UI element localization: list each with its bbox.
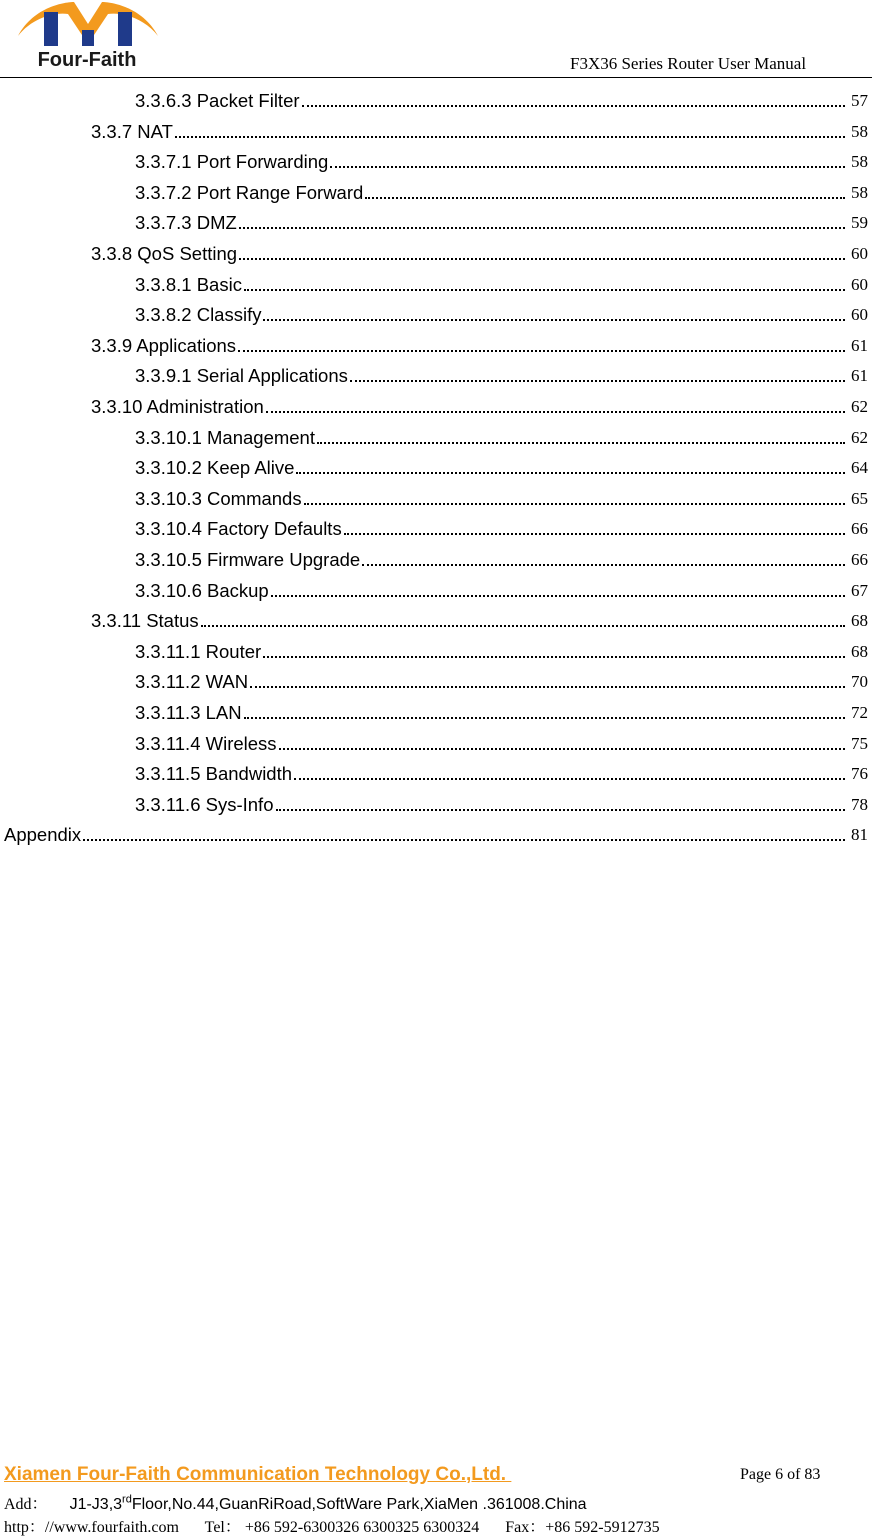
- toc-entry-title: 3.3.10.3 Commands: [135, 487, 302, 509]
- toc-entry-title: 3.3.11.6 Sys-Info: [135, 793, 274, 815]
- toc-entry-title: 3.3.11.5 Bandwidth: [135, 763, 293, 785]
- toc-dot-leader: [244, 717, 845, 719]
- toc-dot-leader: [350, 380, 845, 382]
- toc-dot-leader: [239, 258, 845, 260]
- header-divider: [0, 77, 872, 78]
- toc-entry-page: 66: [851, 519, 868, 539]
- toc-entry-title: 3.3.9 Applications: [91, 334, 237, 356]
- toc-entry-title: 3.3.8.1 Basic: [135, 273, 242, 295]
- toc-entry-page: 76: [851, 764, 868, 784]
- toc-entry-page: 60: [851, 244, 868, 263]
- toc-dot-leader: [271, 595, 845, 597]
- toc-entry-title: 3.3.11.1 Router: [135, 640, 262, 662]
- address-part: J1-J3,3: [69, 1496, 123, 1513]
- toc-dot-leader: [266, 411, 845, 413]
- toc-entry[interactable]: [135, 266, 868, 296]
- toc-entry[interactable]: [91, 327, 868, 357]
- toc-dot-leader: [294, 778, 845, 780]
- toc-entry[interactable]: [135, 480, 868, 510]
- toc-dot-leader: [250, 686, 845, 688]
- toc-dot-leader: [239, 227, 845, 229]
- website-link[interactable]: http：//www.fourfaith.com: [4, 1519, 179, 1536]
- toc-entry-page: 70: [851, 672, 868, 692]
- toc-entry-page: 58: [851, 152, 868, 172]
- toc-entry-page: 60: [851, 274, 868, 294]
- toc-dot-leader: [238, 350, 845, 352]
- toc-dot-leader: [201, 625, 845, 627]
- toc-entry-title: 3.3.7.3 DMZ: [135, 212, 237, 234]
- toc-entry-title: 3.3.10.5 Firmware Upgrade: [135, 549, 361, 570]
- toc-entry-title: 3.3.10.1 Management: [135, 426, 315, 448]
- page-number: Page 6 of 83: [740, 1466, 821, 1483]
- fax: Fax：+86 592-5912735: [505, 1519, 660, 1536]
- address-label: Add：: [4, 1496, 48, 1513]
- toc-entry-title: 3.3.11.4 Wireless: [135, 732, 277, 754]
- toc-entry-page: 81: [851, 825, 868, 845]
- logo-m-mark-icon: [18, 2, 158, 46]
- toc-entry[interactable]: [135, 725, 868, 755]
- toc-dot-leader: [244, 289, 845, 291]
- toc-entry-page: 72: [851, 703, 868, 722]
- toc-entry-page: 60: [851, 305, 868, 325]
- toc-entry-page: 58: [851, 121, 868, 141]
- toc-entry[interactable]: [91, 388, 868, 418]
- toc-entry[interactable]: [135, 694, 868, 724]
- toc-dot-leader: [362, 564, 845, 566]
- toc-entry-title: 3.3.10.2 Keep Alive: [135, 457, 295, 479]
- toc-entry[interactable]: [135, 663, 868, 693]
- toc-dot-leader: [330, 166, 845, 168]
- toc-entry-title: 3.3.7.2 Port Range Forward: [135, 181, 364, 203]
- toc-entry-title: Appendix: [4, 824, 82, 846]
- toc-entry[interactable]: [135, 143, 868, 173]
- company-address: [4, 1491, 587, 1514]
- telephone: Tel： +86 592-6300326 6300325 6300324: [204, 1519, 480, 1536]
- toc-entry-page: 75: [851, 733, 868, 753]
- toc-entry-page: 57: [851, 91, 868, 110]
- address-superscript: rd: [122, 1493, 132, 1506]
- toc-entry-title: 3.3.11 Status: [91, 610, 199, 632]
- manual-title: F3X36 Series Router User Manual: [570, 54, 807, 73]
- toc-dot-leader: [276, 809, 846, 811]
- toc-entry-page: 67: [851, 580, 868, 600]
- toc-entry-page: 68: [851, 641, 868, 661]
- toc-entry-page: 62: [851, 427, 868, 447]
- toc-entry-page: 61: [851, 335, 868, 355]
- four-faith-logo: [4, 0, 170, 72]
- toc-dot-leader: [304, 503, 845, 505]
- toc-entry-page: 68: [851, 611, 868, 631]
- toc-entry-page: 58: [851, 182, 868, 202]
- toc-dot-leader: [296, 472, 845, 474]
- company-name: Xiamen Four-Faith Communication Technology Co.,Ltd.: [4, 1464, 512, 1485]
- toc-entry-title: 3.3.10.6 Backup: [135, 579, 269, 601]
- toc-entry-title: 3.3.8.2 Classify: [135, 304, 262, 326]
- page-header: [0, 0, 872, 80]
- toc-entry-title: 3.3.10.4 Factory Defaults: [135, 518, 342, 540]
- toc-dot-leader: [175, 136, 845, 138]
- toc-entry-title: 3.3.8 QoS Setting: [91, 243, 238, 264]
- toc-entry-title: 3.3.11.2 WAN: [135, 671, 249, 693]
- toc-dot-leader: [365, 197, 845, 199]
- toc-entry-page: 64: [851, 458, 868, 478]
- page-footer: [0, 1460, 872, 1534]
- toc-entry[interactable]: [135, 419, 868, 449]
- toc-entry[interactable]: [4, 816, 868, 846]
- toc-entry-title: 3.3.7.1 Port Forwarding: [135, 151, 329, 173]
- toc-entry-title: 3.3.6.3 Packet Filter: [135, 90, 300, 111]
- toc-entry-page: 59: [851, 213, 868, 233]
- toc-entry[interactable]: [135, 449, 868, 479]
- toc-entry[interactable]: [135, 204, 868, 234]
- toc-dot-leader: [344, 533, 845, 535]
- toc-entry[interactable]: [135, 174, 868, 204]
- toc-entry-title: 3.3.7 NAT: [91, 120, 173, 142]
- toc-entry-page: 78: [851, 794, 868, 814]
- toc-entry-title: 3.3.9.1 Serial Applications: [135, 365, 348, 387]
- toc-dot-leader: [263, 319, 845, 321]
- address-part: Floor,No.44,GuanRiRoad,SoftWare Park,XiaMen .361008.China: [131, 1496, 587, 1513]
- toc-entry[interactable]: [135, 633, 868, 663]
- toc-entry-title: 3.3.10 Administration: [91, 396, 264, 417]
- toc-dot-leader: [302, 105, 845, 107]
- toc-entry[interactable]: [135, 357, 868, 387]
- toc-entry[interactable]: [135, 82, 868, 112]
- toc-entry[interactable]: [135, 786, 868, 816]
- toc-entry-page: 66: [851, 550, 868, 569]
- toc-entry[interactable]: [91, 113, 868, 143]
- toc-entry[interactable]: [135, 296, 868, 326]
- toc-entry[interactable]: [91, 235, 868, 265]
- toc-dot-leader: [279, 748, 845, 750]
- toc-entry[interactable]: [135, 755, 868, 785]
- toc-entry[interactable]: [135, 572, 868, 602]
- toc-entry[interactable]: [135, 541, 868, 571]
- toc-dot-leader: [83, 839, 845, 841]
- toc-dot-leader: [317, 442, 845, 444]
- toc-entry-page: 65: [851, 488, 868, 508]
- logo-text: Four-Faith: [37, 49, 137, 71]
- toc-entry-page: 62: [851, 397, 868, 416]
- toc-entry[interactable]: [135, 510, 868, 540]
- toc-entry-title: 3.3.11.3 LAN: [135, 702, 242, 723]
- toc-dot-leader: [263, 656, 845, 658]
- toc-entry-page: 61: [851, 366, 868, 386]
- toc-entry[interactable]: [91, 602, 868, 632]
